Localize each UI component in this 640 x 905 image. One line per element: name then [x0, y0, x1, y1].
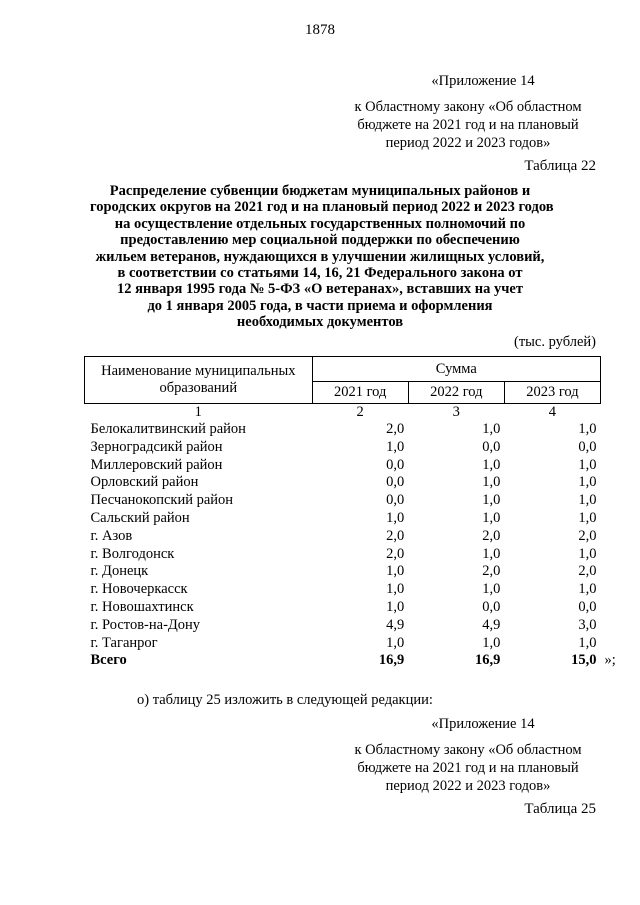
- value-2021: 1,0: [386, 581, 405, 598]
- municipality-name: г. Азов: [90, 527, 133, 544]
- column-number: 2: [356, 404, 364, 420]
- closing-quote: »;: [604, 652, 616, 669]
- appendix-header-2: [338, 715, 598, 795]
- value-2023: 1,0: [578, 545, 597, 562]
- header-name: [85, 357, 313, 404]
- value-2023: 2,0: [578, 527, 597, 544]
- value-2023: 1,0: [578, 474, 597, 491]
- title-line: необходимых документов: [236, 314, 404, 331]
- table-row: [85, 617, 601, 635]
- table-row: [85, 528, 601, 546]
- value-2023: 0,0: [578, 438, 597, 455]
- municipality-name: г. Новошахтинск: [90, 598, 194, 615]
- value-2021: 0,0: [386, 492, 405, 509]
- municipality-name: Сальский район: [90, 509, 190, 526]
- value-2023: [504, 652, 616, 670]
- municipality-name: Зерноградсикй район: [90, 438, 223, 455]
- value-2021: 1,0: [386, 598, 405, 615]
- municipality-name: г. Новочеркасск: [90, 581, 188, 598]
- table-label-25: Таблица 25: [524, 801, 596, 817]
- value-2023: 1,0: [578, 456, 597, 473]
- title-line: на осуществление отдельных государственных полномочий по: [114, 215, 526, 232]
- amendment-text: о) таблицу 25 изложить в следующей редакции:: [137, 692, 433, 708]
- value-2021: 16,9: [378, 652, 405, 669]
- title-line: до 1 января 2005 года, в части приема и оформления: [147, 297, 493, 314]
- table-row: [85, 457, 601, 475]
- total-value-2023: 15,0: [571, 652, 597, 669]
- value-2023: 1,0: [578, 492, 597, 509]
- municipality-name: Песчанокопский район: [90, 492, 234, 509]
- table-row: [85, 510, 601, 528]
- value-2023: 0,0: [578, 598, 597, 615]
- value-2021: 0,0: [386, 456, 405, 473]
- appendix-line: к Областному закону «Об областном: [354, 742, 582, 758]
- value-2022: 1,0: [482, 492, 501, 509]
- column-number-row: [85, 404, 601, 422]
- table-row: [85, 581, 601, 599]
- table-row: [85, 563, 601, 581]
- municipality-name: г. Донецк: [90, 563, 149, 580]
- units-note: (тыс. рублей): [514, 334, 596, 350]
- column-number: 3: [452, 404, 460, 420]
- table-row: [85, 492, 601, 510]
- value-2021: 1,0: [386, 438, 405, 455]
- title-line: жильем ветеранов, нуждающихся в улучшении жилищных условий,: [95, 248, 545, 265]
- municipality-name: Орловский район: [90, 474, 199, 491]
- value-2022: 1,0: [482, 456, 501, 473]
- value-2021: 2,0: [386, 421, 405, 437]
- title-line: предоставлению мер социальной поддержки по обеспечению: [120, 232, 520, 249]
- appendix-line: бюджете на 2021 год и на плановый: [357, 760, 579, 776]
- value-2021: 1,0: [386, 634, 405, 651]
- header-year-2023: 2023 год: [504, 382, 600, 404]
- municipality-name: г. Таганрог: [90, 634, 158, 651]
- appendix-line: «Приложение 14: [431, 716, 535, 732]
- value-2021: 0,0: [386, 474, 405, 491]
- title-line: в соответствии со статьями 14, 16, 21 Федерального закона от: [117, 265, 523, 282]
- value-2022: 2,0: [482, 527, 501, 544]
- appendix-header-1: [338, 72, 598, 152]
- table-row: [85, 421, 601, 439]
- title-line: городских округов на 2021 год и на плановый период 2022 и 2023 годов: [90, 199, 554, 216]
- table-row: [85, 474, 601, 492]
- table-label-22: Таблица 22: [524, 158, 596, 174]
- value-2023: 3,0: [578, 616, 597, 633]
- appendix-line: бюджете на 2021 год и на плановый: [357, 117, 579, 133]
- value-2021: 2,0: [386, 545, 405, 562]
- value-2021: 1,0: [386, 509, 405, 526]
- page-number: 1878: [305, 22, 335, 38]
- value-2022: 4,9: [482, 616, 501, 633]
- table-title: [90, 183, 554, 331]
- value-2021: 2,0: [386, 527, 405, 544]
- value-2022: 1,0: [482, 421, 501, 437]
- value-2023: 1,0: [578, 581, 597, 598]
- table-row: [85, 546, 601, 564]
- value-2023: 1,0: [578, 509, 597, 526]
- table-row: [85, 439, 601, 457]
- column-number: 4: [548, 404, 557, 420]
- value-2022: 16,9: [474, 652, 501, 669]
- municipality-name: г. Ростов-на-Дону: [90, 616, 201, 633]
- value-2021: 4,9: [386, 616, 405, 633]
- value-2023: 1,0: [578, 634, 597, 651]
- appendix-line: к Областному закону «Об областном: [354, 99, 582, 115]
- title-line: 12 января 1995 года № 5-ФЗ «О ветеранах», вставших на учет: [117, 281, 523, 298]
- appendix-line: период 2022 и 2023 годов»: [385, 778, 551, 794]
- value-2022: 2,0: [482, 563, 501, 580]
- municipality-name: Всего: [90, 652, 127, 669]
- appendix-line: «Приложение 14: [431, 73, 535, 89]
- municipality-name: г. Волгодонск: [90, 545, 175, 562]
- value-2022: 0,0: [482, 598, 501, 615]
- header-name-line: образований: [159, 380, 238, 396]
- appendix-line: период 2022 и 2023 годов»: [385, 135, 551, 151]
- value-2023: 2,0: [578, 563, 597, 580]
- value-2022: 1,0: [482, 581, 501, 598]
- value-2022: 0,0: [482, 438, 501, 455]
- total-row: [85, 652, 601, 670]
- header-year-2022: 2022 год: [408, 382, 504, 404]
- header-name-line: Наименование муниципальных: [101, 363, 296, 379]
- value-2022: 1,0: [482, 509, 501, 526]
- municipality-name: Миллеровский район: [90, 456, 223, 473]
- municipality-name: Белокалитвинский район: [90, 421, 246, 437]
- header-sum: Сумма: [312, 357, 600, 382]
- header-year-2021: 2021 год: [312, 382, 408, 404]
- subvention-table: [84, 356, 616, 670]
- table-row: [85, 635, 601, 653]
- value-2021: 1,0: [386, 563, 405, 580]
- value-2023: 1,0: [578, 421, 597, 437]
- value-2022: 1,0: [482, 634, 501, 651]
- column-number: 1: [194, 404, 202, 420]
- value-2022: 1,0: [482, 474, 501, 491]
- value-2022: 1,0: [482, 545, 501, 562]
- table-row: [85, 599, 601, 617]
- title-line: Распределение субвенции бюджетам муниципальных районов и: [109, 183, 531, 199]
